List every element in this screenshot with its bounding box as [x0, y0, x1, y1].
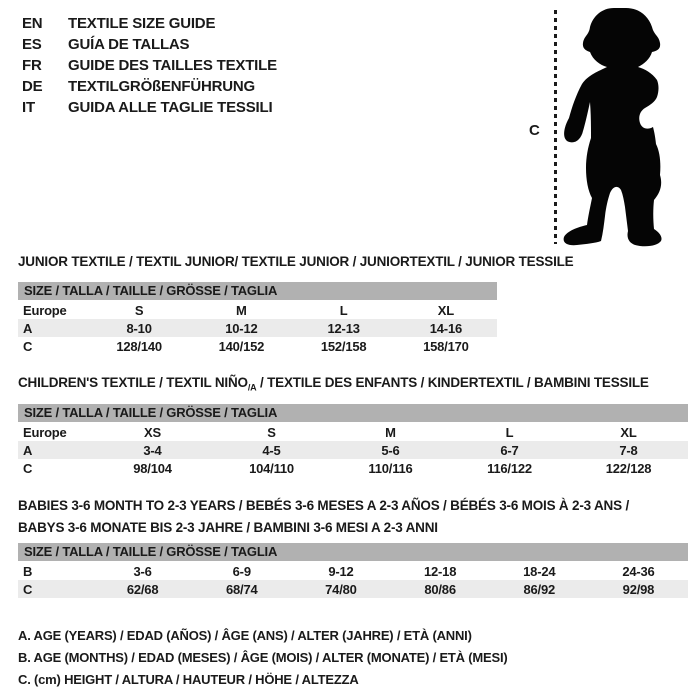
language-code: ES — [22, 36, 42, 53]
language-row-it — [22, 97, 277, 118]
size-table-header: SIZE / TALLA / TAILLE / GRÖSSE / TAGLIA — [18, 543, 688, 561]
footnote-b: B. AGE (MONTHS) / EDAD (MESES) / ÂGE (MOIS) / ALTER (MONATE) / ETÀ (MESI) — [18, 650, 508, 665]
height-cell: 158/170 — [423, 339, 469, 354]
height-cell: 74/80 — [325, 582, 357, 597]
size-cell: L — [505, 425, 514, 440]
height-cell: 152/158 — [320, 339, 367, 354]
language-label: GUIDA ALLE TAGLIE TESSILI — [68, 99, 273, 116]
language-legend — [22, 13, 277, 118]
size-table-header: SIZE / TALLA / TAILLE / GRÖSSE / TAGLIA — [18, 404, 688, 422]
age-cell: 14-16 — [429, 321, 462, 336]
height-cell: 116/122 — [487, 461, 532, 476]
junior-size-table — [18, 282, 497, 355]
size-cell: L — [339, 303, 348, 318]
language-code: IT — [22, 99, 35, 116]
months-cell: 6-9 — [232, 564, 251, 579]
height-cell: 62/68 — [126, 582, 159, 597]
language-row-es — [22, 34, 277, 55]
language-row-en — [22, 13, 277, 34]
height-cell: 140/152 — [218, 339, 265, 354]
children-section-title — [18, 375, 649, 393]
children-title-pre: CHILDREN'S TEXTILE / TEXTIL NIÑO — [18, 375, 248, 390]
height-cell: 110/116 — [368, 461, 413, 476]
height-cell: 104/110 — [249, 461, 294, 476]
language-code: DE — [22, 78, 43, 95]
footnotes — [18, 628, 508, 694]
height-cell: 122/128 — [605, 461, 652, 476]
size-cell: M — [385, 425, 396, 440]
size-cell: M — [236, 303, 247, 318]
language-code: EN — [22, 15, 43, 32]
height-cell: 68/74 — [225, 582, 258, 597]
row-label: Europe — [23, 303, 67, 318]
height-measure-dashed-line — [554, 10, 557, 244]
age-cell: 7-8 — [619, 443, 638, 458]
babies-title-line1: BABIES 3-6 MONTH TO 2-3 YEARS / BEBÉS 3-6 MESES A 2-3 AÑOS / BÉBÉS 3-6 MOIS À 2-3 ANS / — [18, 498, 629, 513]
table-row-height — [18, 459, 688, 477]
row-label: A — [23, 443, 33, 458]
size-cell: XS — [144, 425, 161, 440]
height-cell: 128/140 — [116, 339, 162, 354]
age-cell: 5-6 — [381, 443, 400, 458]
size-cell: S — [267, 425, 276, 440]
table-row-age — [18, 441, 688, 459]
children-size-table — [18, 404, 688, 477]
height-cell: 98/104 — [133, 461, 172, 476]
size-cell: S — [134, 303, 144, 318]
table-row-europe — [18, 423, 688, 441]
table-row-months — [18, 562, 688, 580]
row-label: C — [23, 582, 33, 597]
junior-section-title: JUNIOR TEXTILE / TEXTIL JUNIOR/ TEXTILE JUNIOR / JUNIORTEXTIL / JUNIOR TESSILE — [18, 254, 574, 269]
height-cell: 92/98 — [622, 582, 655, 597]
toddler-silhouette-icon — [560, 5, 665, 250]
language-label: GUIDE DES TAILLES TEXTILE — [68, 57, 277, 74]
language-row-de — [22, 76, 277, 97]
row-label: C — [23, 339, 33, 354]
months-cell: 12-18 — [423, 564, 457, 579]
babies-section-title — [18, 498, 629, 542]
table-row-europe — [18, 301, 497, 319]
months-cell: 18-24 — [523, 564, 556, 579]
age-cell: 6-7 — [500, 443, 519, 458]
footnote-a: A. AGE (YEARS) / EDAD (AÑOS) / ÂGE (ANS) / ALTER (JAHRE) / ETÀ (ANNI) — [18, 628, 472, 643]
row-label: Europe — [23, 425, 67, 440]
height-cell: 80/86 — [424, 582, 456, 597]
children-title-post: / TEXTILE DES ENFANTS / KINDERTEXTIL / BAMBINI TESSILE — [256, 375, 649, 390]
children-title-subscript: /A — [247, 382, 257, 393]
language-label: GUÍA DE TALLAS — [68, 36, 190, 53]
height-measure-label: C — [529, 122, 540, 139]
row-label: C — [23, 461, 33, 476]
language-row-fr — [22, 55, 277, 76]
babies-title-line2: BABYS 3-6 MONATE BIS 2-3 JAHRE / BAMBINI 3-6 MESI A 2-3 ANNI — [18, 520, 438, 535]
months-cell: 3-6 — [133, 564, 152, 579]
table-row-height — [18, 580, 688, 598]
age-cell: 4-5 — [262, 443, 281, 458]
table-row-height — [18, 337, 497, 355]
age-cell: 8-10 — [126, 321, 152, 336]
footnote-c: C. (cm) HEIGHT / ALTURA / HAUTEUR / HÖHE / ALTEZZA — [18, 672, 359, 687]
row-label: A — [23, 321, 33, 336]
months-cell: 24-36 — [622, 564, 655, 579]
babies-size-table — [18, 543, 688, 598]
age-cell: 10-12 — [225, 321, 258, 336]
row-label: B — [23, 564, 33, 579]
table-row-age — [18, 319, 497, 337]
language-label: TEXTILE SIZE GUIDE — [68, 15, 216, 32]
size-cell: XL — [437, 303, 454, 318]
language-label: TEXTILGRÖßENFÜHRUNG — [68, 78, 256, 95]
age-cell: 3-4 — [143, 443, 162, 458]
months-cell: 9-12 — [328, 564, 354, 579]
age-cell: 12-13 — [327, 321, 360, 336]
size-table-header: SIZE / TALLA / TAILLE / GRÖSSE / TAGLIA — [18, 282, 497, 300]
height-cell: 86/92 — [523, 582, 556, 597]
size-cell: XL — [620, 425, 637, 440]
language-code: FR — [22, 57, 42, 74]
